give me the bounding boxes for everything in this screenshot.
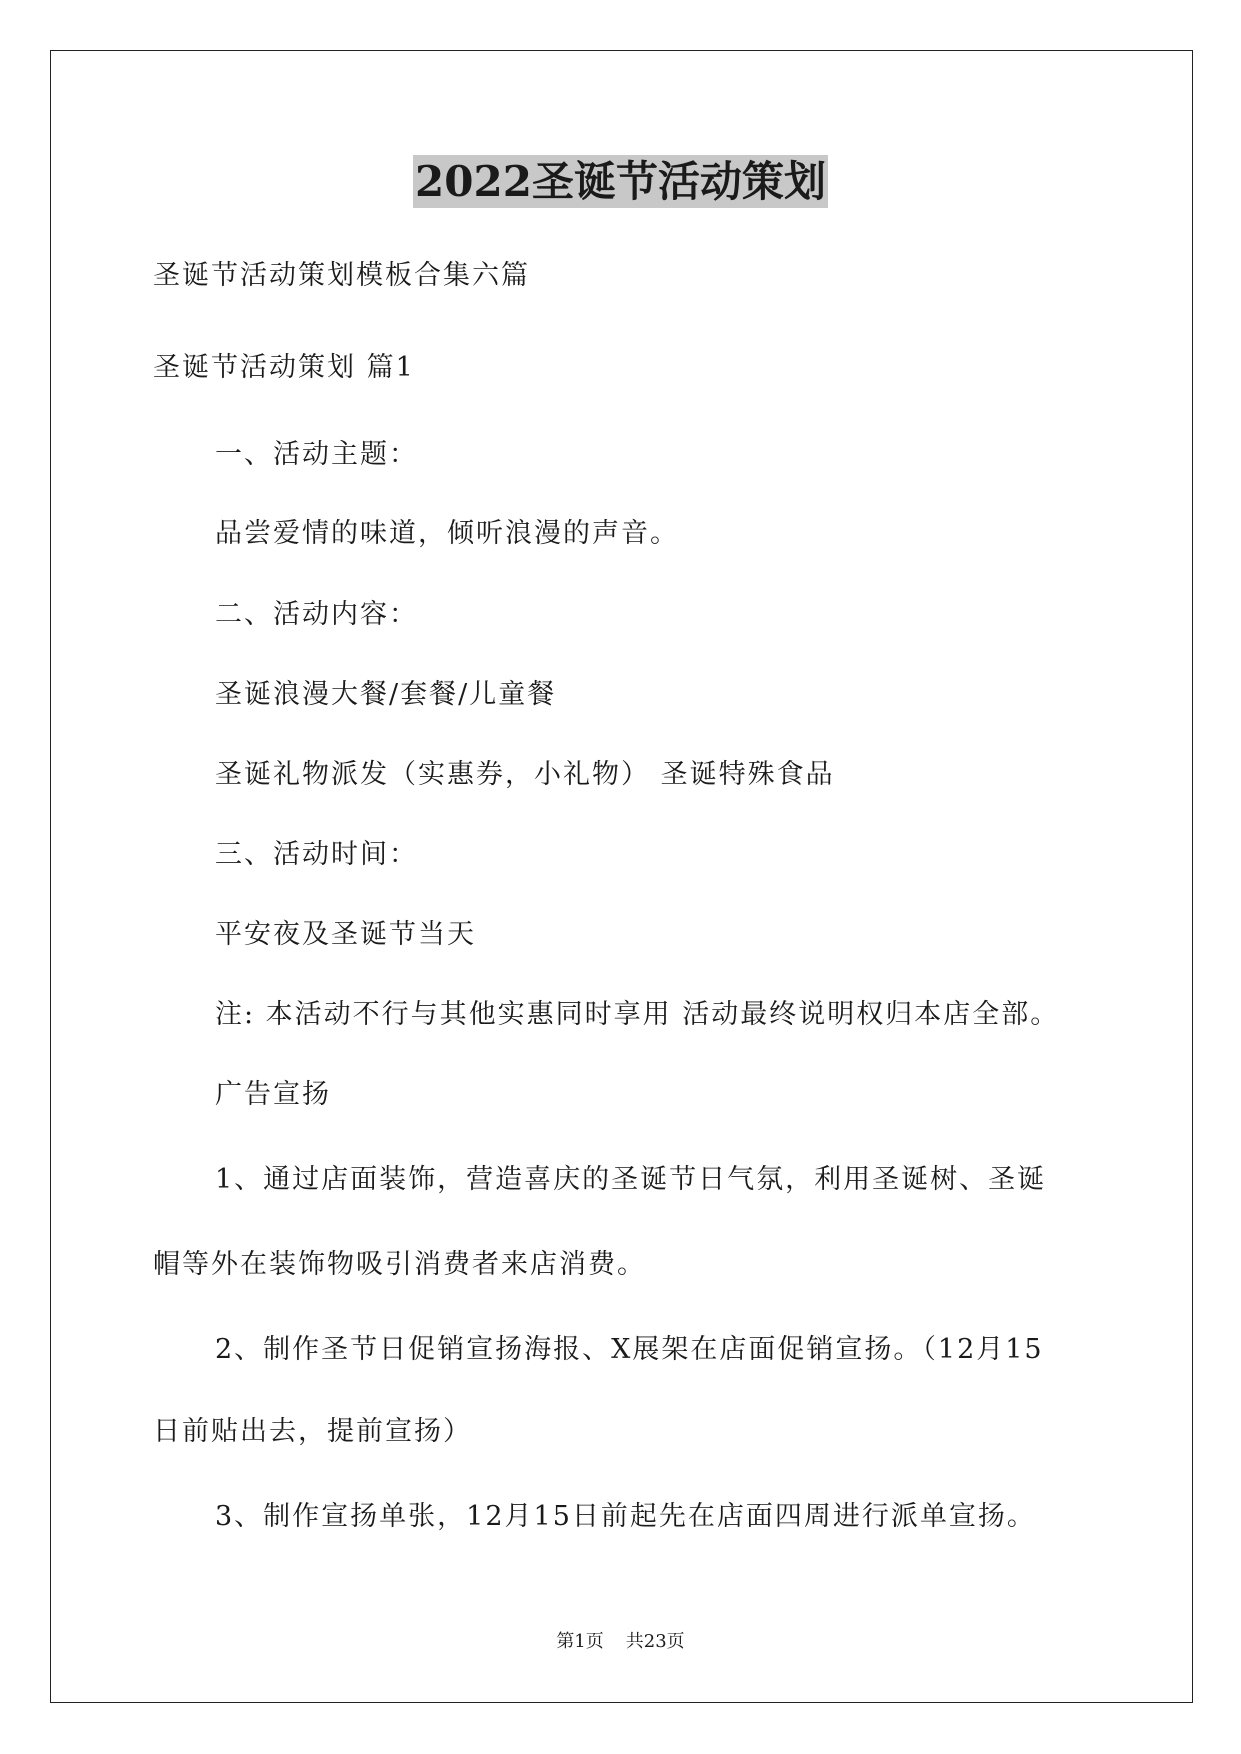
page-footer bbox=[0, 1630, 1241, 1654]
paragraph-content-heading: 二、活动内容： bbox=[215, 599, 418, 630]
paragraph-ad-item-1-line-1: 1、通过店面装饰，营造喜庆的圣诞节日气氛，利用圣诞树、圣诞 bbox=[215, 1164, 1047, 1195]
document-title bbox=[0, 152, 1241, 212]
paragraph-time-heading: 三、活动时间： bbox=[215, 839, 418, 870]
paragraph-content-gifts: 圣诞礼物派发（实惠券，小礼物） 圣诞特殊食品 bbox=[215, 759, 835, 790]
page-border bbox=[50, 50, 1193, 1703]
paragraph-section-heading: 圣诞节活动策划 篇1 bbox=[153, 352, 415, 383]
paragraph-note: 注: 本活动不行与其他实惠同时享用 活动最终说明权归本店全部。 bbox=[215, 999, 1060, 1030]
paragraph-content-meals: 圣诞浪漫大餐/套餐/儿童餐 bbox=[215, 679, 557, 710]
paragraph-ad-item-1-line-2: 帽等外在装饰物吸引消费者来店消费。 bbox=[153, 1249, 646, 1280]
paragraph-time-text: 平安夜及圣诞节当天 bbox=[215, 919, 476, 950]
paragraph-ad-item-2-line-1: 2、制作圣节日促销宣扬海报、X展架在店面促销宣扬。（12月15 bbox=[215, 1334, 1044, 1365]
document-title-text: 2022圣诞节活动策划 bbox=[415, 157, 826, 206]
paragraph-ad-item-2-line-2: 日前贴出去，提前宣扬） bbox=[153, 1416, 472, 1447]
page-number: 第1页 bbox=[556, 1631, 604, 1652]
paragraph-theme-heading: 一、活动主题： bbox=[215, 439, 418, 470]
page-total: 共23页 bbox=[625, 1631, 685, 1652]
paragraph-ad-item-3: 3、制作宣扬单张，12月15日前起先在店面四周进行派单宣扬。 bbox=[215, 1501, 1036, 1532]
paragraph-ad-heading: 广告宣扬 bbox=[215, 1079, 331, 1110]
paragraph-collection-heading: 圣诞节活动策划模板合集六篇 bbox=[153, 260, 530, 291]
paragraph-theme-text: 品尝爱情的味道，倾听浪漫的声音。 bbox=[215, 518, 679, 549]
